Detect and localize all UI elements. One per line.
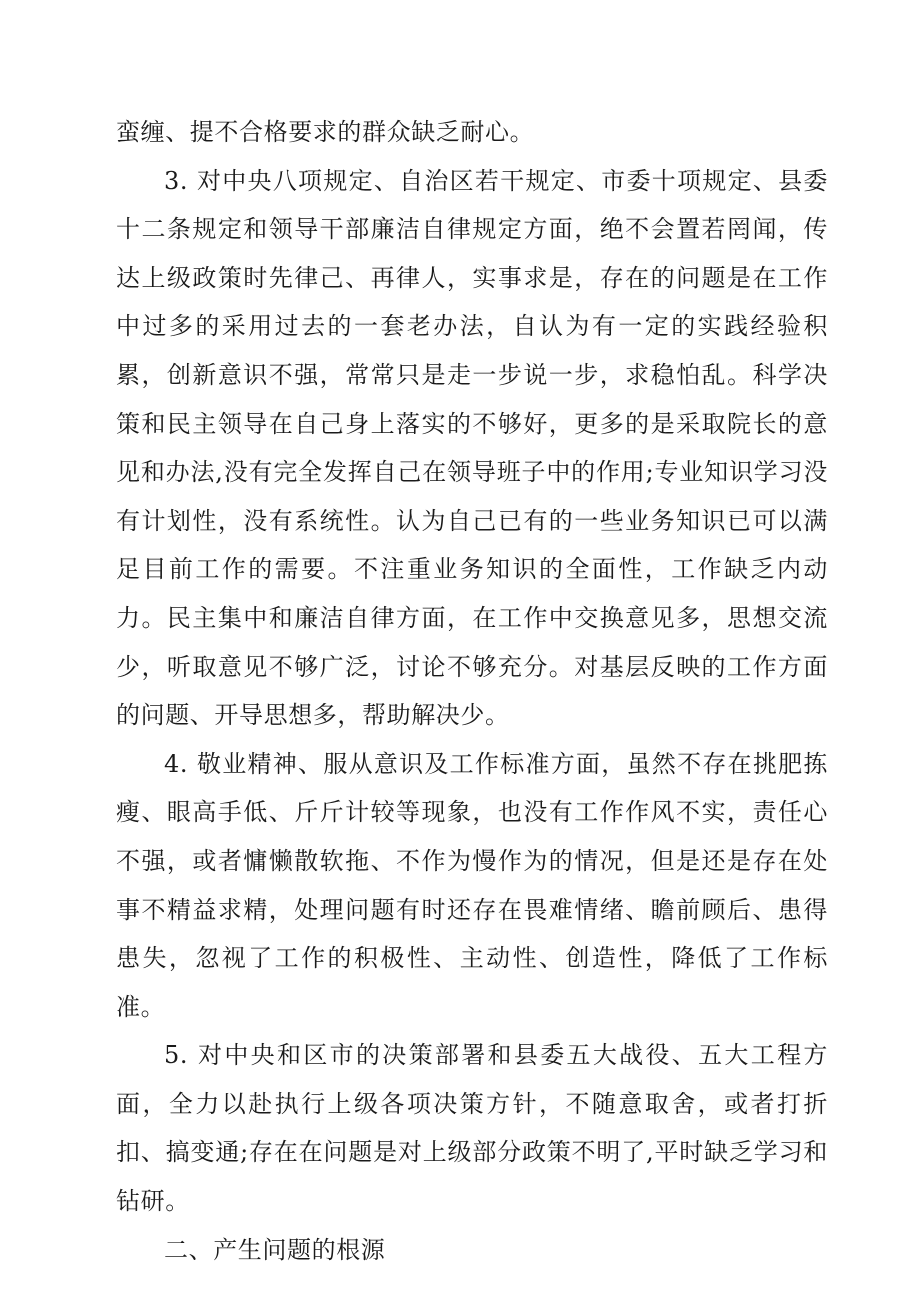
paragraph-continuation: 蛮缠、提不合格要求的群众缺乏耐心。 [116,118,535,146]
document-body [116,108,828,1274]
paragraph-item-4: 4. 敬业精神、服从意识及工作标准方面，虽然不存在挑肥拣瘦、眼高手低、斤斤计较等现象，也没有工作作风不实，责任心不强，或者慵懒散软拖、不作为慢作为的情况，但是还是存在处事不精益求精，处理问题有时还存在畏难情绪、瞻前顾后、患得患失，忽视了工作的积极性、主动性、创造性，降低了工作标准。 [116,749,828,1021]
paragraph-item-3: 3. 对中央八项规定、自治区若干规定、市委十项规定、县委十二条规定和领导干部廉洁自律规定方面，绝不会置若罔闻，传达上级政策时先律己、再律人，实事求是，存在的问题是在工作中过多的采用过去的一套老办法，自认为有一定的实践经验积累，创新意识不强，常常只是走一步说一步，求稳怕乱。科学决策和民主领导在自己身上落实的不够好，更多的是采取院长的意见和办法,没有完全发挥自己在领导班子中的作用;专业知识学习没有计划性，没有系统性。认为自己已有的一些业务知识已可以满足目前工作的需要。不注重业务知识的全面性，工作缺乏内动力。民主集中和廉洁自律方面，在工作中交换意见多，思想交流少，听取意见不够广泛，讨论不够充分。对基层反映的工作方面的问题、开导思想多，帮助解决少。 [116,166,828,730]
paragraph-item-5: 5. 对中央和区市的决策部署和县委五大战役、五大工程方面，全力以赴执行上级各项决策方针，不随意取舍，或者打折扣、搞变通;存在在问题是对上级部分政策不明了,平时缺乏学习和钻研。 [116,1041,828,1216]
section-heading: 二、产生问题的根源 [164,1235,386,1264]
